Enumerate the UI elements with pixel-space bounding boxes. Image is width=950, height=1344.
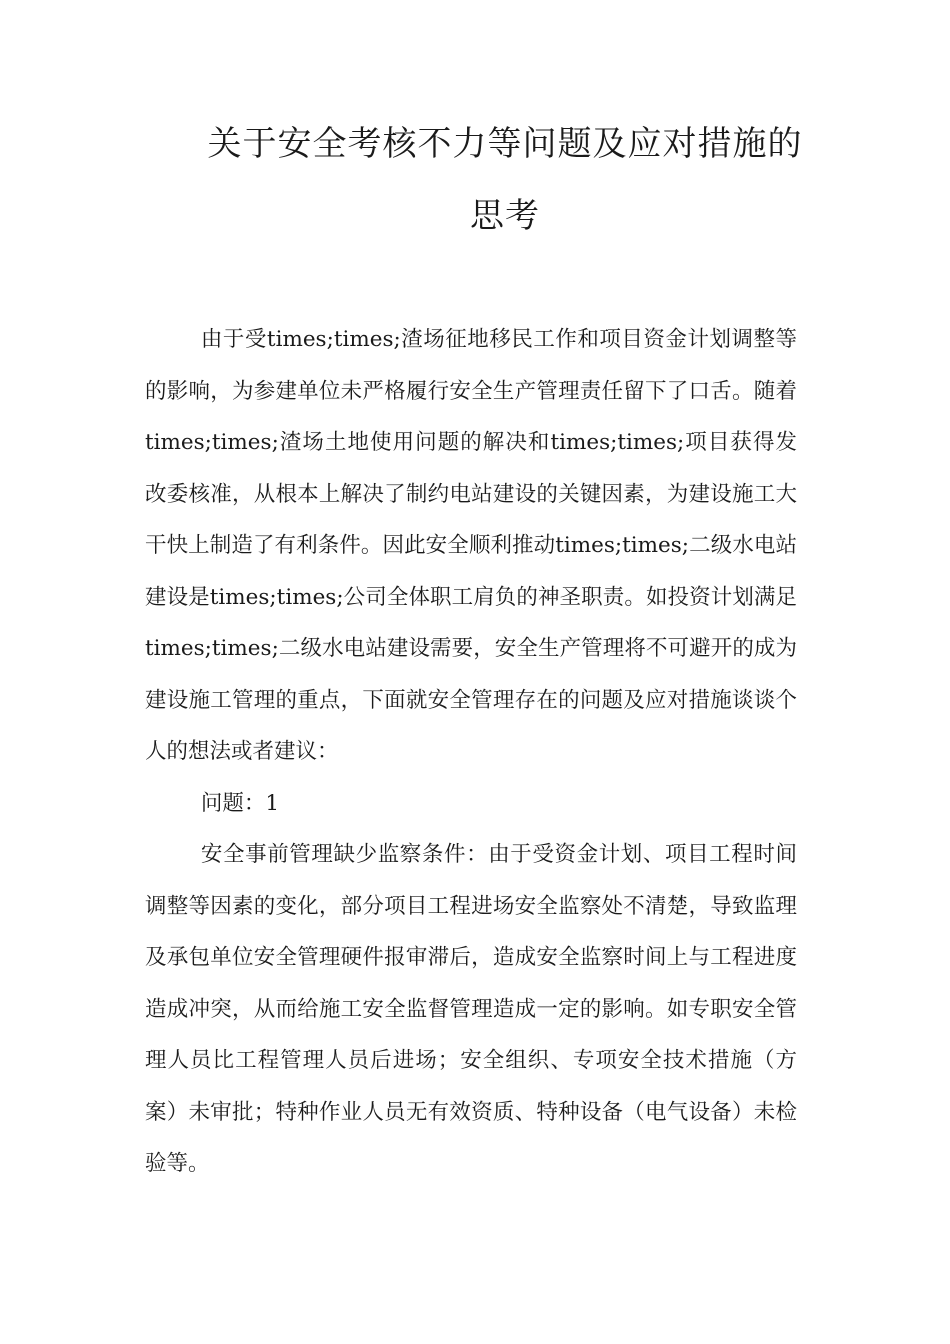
title-line-1: 关于安全考核不力等问题及应对措施的 [207,124,803,164]
paragraph-intro: 由于受times;times;渣场征地移民工作和项目资金计划调整等的影响，为参建单位未严格履行安全生产管理责任留下了口舌。随着times;times;渣场土地使用问题的解决和times;times;项目获得发改委核准，从根本上解决了制约电站建设的关键因素，为建设施工大干快上制造了有利条件。因此安全顺利推动times;times;二级水电站建设是times;times;公司全体职工肩负的神圣职责。如投资计划满足times;times;二级水电站建设需要，安全生产管理将不可避开的成为建设施工管理的重点，下面就安全管理存在的问题及应对措施谈谈个人的想法或者建议： [145,327,797,764]
document-body [145,314,797,1190]
paragraph-problem-1: 安全事前管理缺少监察条件：由于受资金计划、项目工程时间调整等因素的变化，部分项目工程进场安全监察处不清楚，导致监理及承包单位安全管理硬件报审滞后，造成安全监察时间上与工程进度造成冲突，从而给施工安全监督管理造成一定的影响。如专职安全管理人员比工程管理人员后进场；安全组织、专项安全技术措施（方案）未审批；特种作业人员无有效资质、特种设备（电气设备）未检验等。 [145,842,797,1176]
paragraph-problem-heading: 问题：1 [200,790,280,816]
document-title [145,108,865,252]
title-line-2: 思考 [470,196,540,236]
